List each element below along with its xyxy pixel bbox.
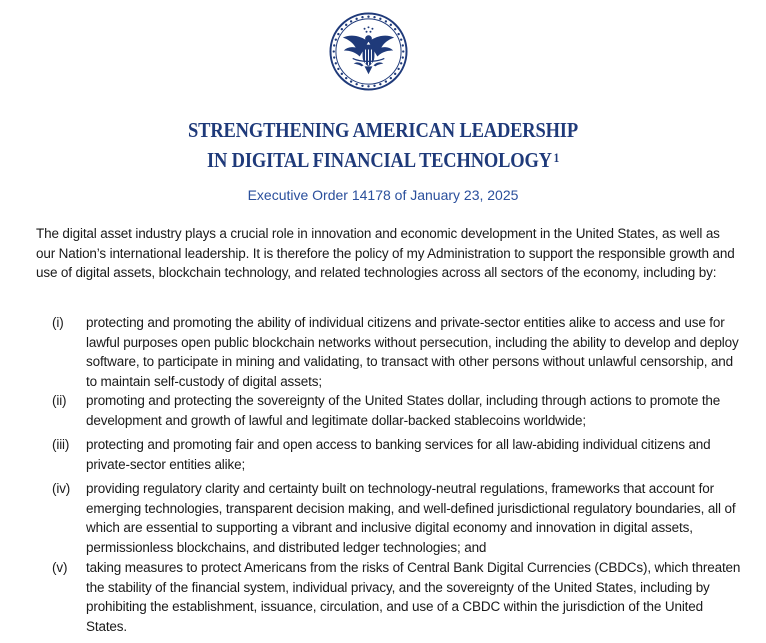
list-item-number: (ii): [52, 393, 67, 408]
document-subtitle: Executive Order 14178 of January 23, 2025: [247, 187, 519, 203]
list-item-text: taking measures to protect Americans from the risks of Central Bank Digital Currencies (CBDCs), which threaten the stability of the financial system, individual privacy, and the sovereignty of the United States, including by prohibiting the establishment, issuance, circulation, and use of a CBDC within the jurisdiction of the United States.: [86, 560, 741, 635]
title-line-1: STRENGTHENING AMERICAN LEADERSHIP: [188, 118, 578, 142]
list-item-text: protecting and promoting the ability of individual citizens and private-sector entities alike to access and use for lawful purposes open public blockchain networks without persecution, including the ability to develop and deploy software, to participate in mining and validating, to transact with other persons without unlawful censorship, and to maintain self-custody of digital assets;: [86, 315, 739, 390]
presidential-seal-icon: [329, 12, 408, 91]
list-item-number: (iii): [52, 437, 70, 452]
title-line-2-text: IN DIGITAL FINANCIAL TECHNOLOGY: [206, 148, 552, 172]
document-title: [54, 115, 713, 175]
list-item-text: protecting and promoting fair and open access to banking services for all law-abiding individual citizens and private-sector entities alike;: [86, 437, 711, 472]
title-line-2: [54, 145, 713, 175]
list-item-number: (v): [52, 560, 68, 575]
list-item-text: promoting and protecting the sovereignty of the United States dollar, including through actions to promote the development and growth of lawful and legitimate dollar-backed stablecoins worldwide;: [86, 393, 721, 428]
list-item-number: (iv): [52, 481, 71, 496]
footnote-marker: 1: [553, 150, 560, 165]
list-item-text: providing regulatory clarity and certainty built on technology-neutral regulations, frameworks that account for emerging technologies, transparent decision making, and well-defined jurisdictional regulatory boundaries, all of which are essential to supporting a vibrant and inclusive digital economy and innovation in digital assets, permissionless blockchains, and distributed ledger technologies; and: [86, 481, 736, 556]
intro-paragraph: The digital asset industry plays a crucial role in innovation and economic development in the United States, as well as our Nation’s international leadership. It is therefore the policy of my Administration to support the responsible growth and use of digital assets, blockchain technology, and related technologies across all sectors of the economy, including by:: [36, 226, 735, 281]
list-item-number: (i): [52, 315, 64, 330]
